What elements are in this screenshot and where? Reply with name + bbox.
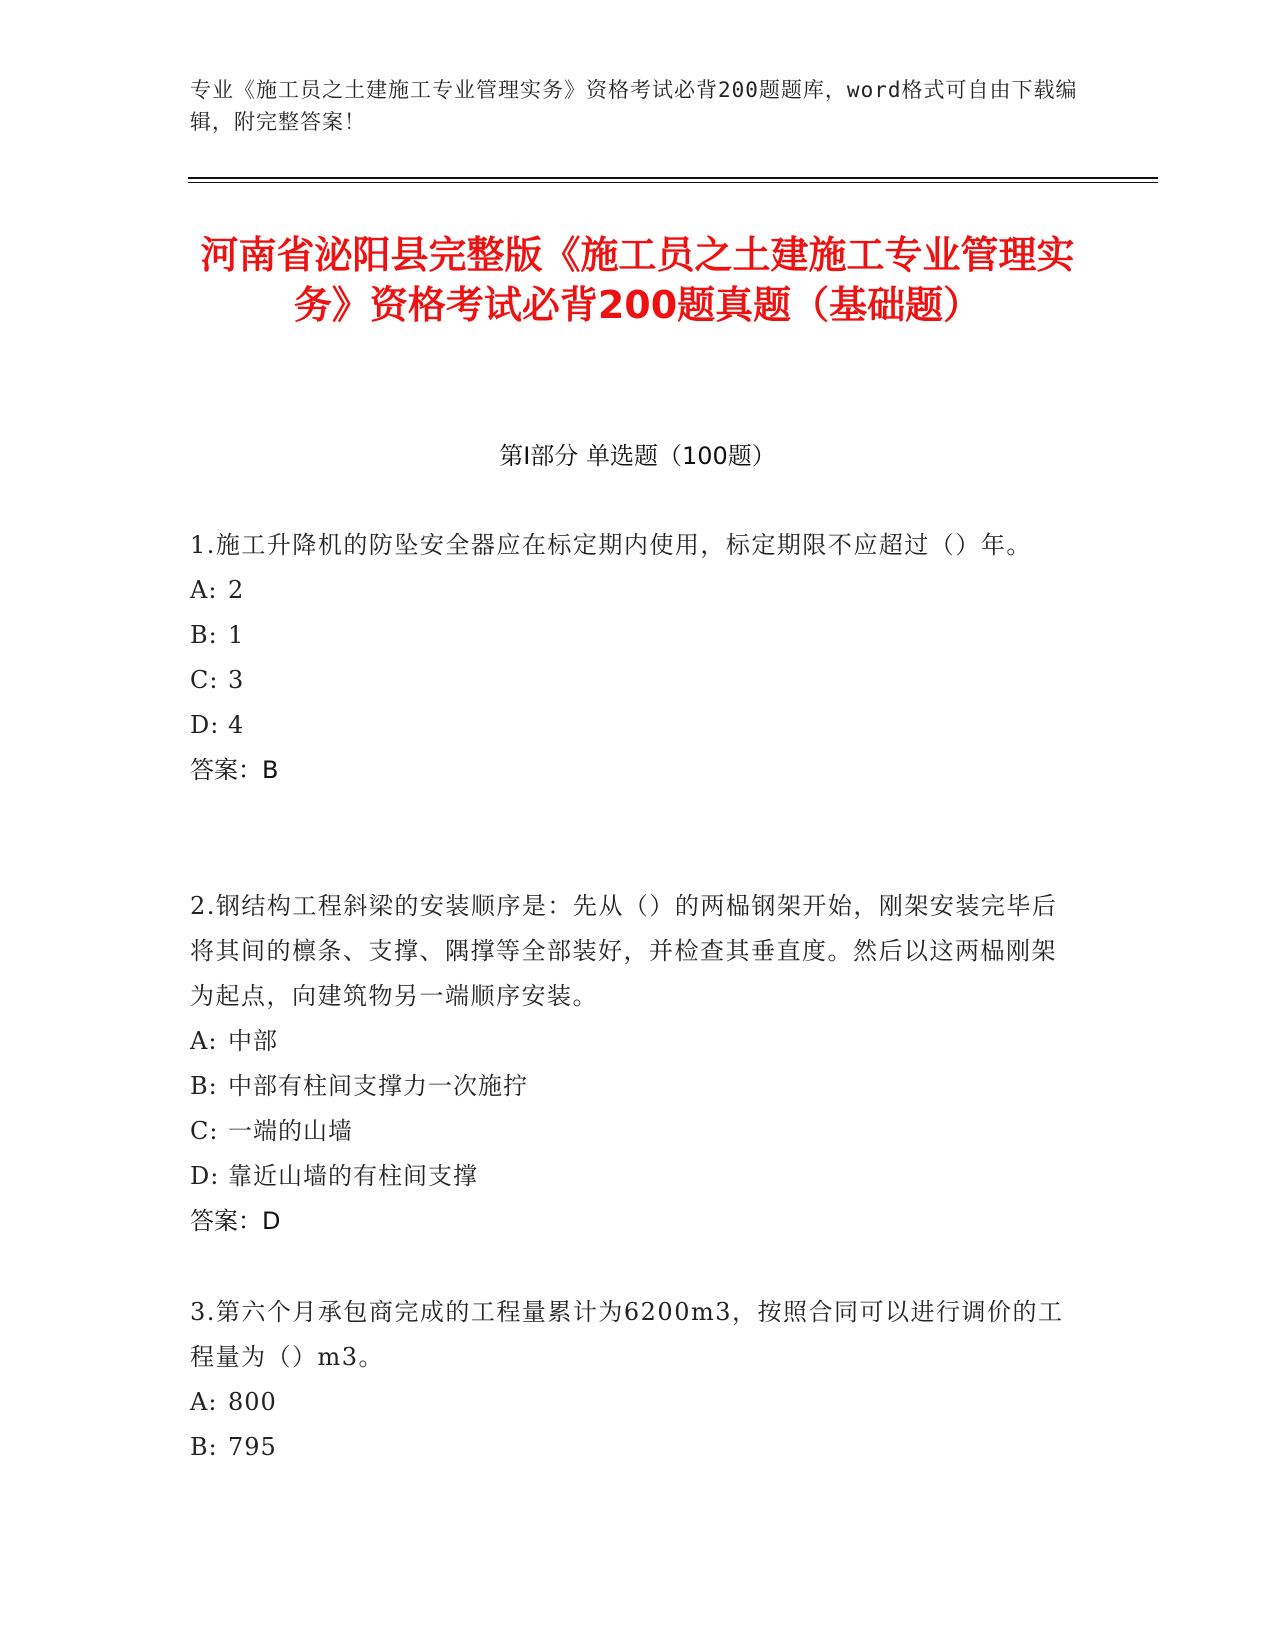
option-text: 3 — [228, 666, 245, 694]
option-b — [190, 1064, 1080, 1109]
question-stem: 2.钢结构工程斜梁的安装顺序是：先从（）的两榀钢架开始，刚架安装完毕后将其间的檩条、支撑、隅撑等全部装好，并检查其垂直度。然后以这两榀刚架为起点，向建筑物另一端顺序安装。 — [190, 892, 1058, 1010]
section-title: 第Ⅰ部分 单选题（100题） — [499, 442, 776, 470]
header-note: 专业《施工员之土建施工专业管理实务》资格考试必背200题题库，word格式可自由下载编辑，附完整答案！ — [190, 78, 1078, 134]
option-text: 中部 — [228, 1027, 278, 1055]
option-d — [190, 1154, 1080, 1199]
option-a — [190, 1019, 1080, 1064]
option-text: 795 — [228, 1433, 277, 1461]
option-letter: C: — [190, 1117, 219, 1145]
question-stem: 1.施工升降机的防坠安全器应在标定期内使用，标定期限不应超过（）年。 — [190, 531, 1032, 559]
option-text: 800 — [228, 1388, 277, 1416]
option-c — [190, 1109, 1080, 1154]
answer: 答案：B — [190, 756, 279, 784]
header-rule-thick — [188, 177, 1158, 179]
option-a — [190, 568, 1080, 613]
option-letter: B: — [190, 1072, 218, 1100]
option-b — [190, 613, 1080, 658]
option-text: 1 — [228, 621, 245, 649]
option-text: 中部有柱间支撑力一次施拧 — [228, 1072, 528, 1100]
option-a — [190, 1380, 1080, 1425]
option-letter: D: — [190, 1162, 220, 1190]
document-title: 河南省泌阳县完整版《施工员之土建施工专业管理实务》资格考试必背200题真题（基础题） — [200, 233, 1075, 327]
option-text: 4 — [228, 711, 245, 739]
option-letter: B: — [190, 1433, 218, 1461]
option-letter: D: — [190, 711, 220, 739]
question-2 — [190, 884, 1080, 1244]
option-text: 一端的山墙 — [228, 1117, 353, 1145]
question-stem: 3.第六个月承包商完成的工程量累计为6200m3，按照合同可以进行调价的工程量为（）m3。 — [190, 1298, 1064, 1371]
option-letter: A: — [190, 1027, 218, 1055]
question-3 — [190, 1290, 1080, 1470]
answer: 答案：D — [190, 1207, 281, 1235]
option-letter: A: — [190, 1388, 218, 1416]
option-letter: A: — [190, 576, 218, 604]
option-text: 靠近山墙的有柱间支撑 — [228, 1162, 478, 1190]
option-c — [190, 658, 1080, 703]
option-d — [190, 703, 1080, 748]
header-rule-thin — [188, 182, 1158, 183]
option-letter: C: — [190, 666, 219, 694]
option-b — [190, 1425, 1080, 1470]
option-letter: B: — [190, 621, 218, 649]
option-text: 2 — [228, 576, 245, 604]
question-1 — [190, 523, 1080, 793]
